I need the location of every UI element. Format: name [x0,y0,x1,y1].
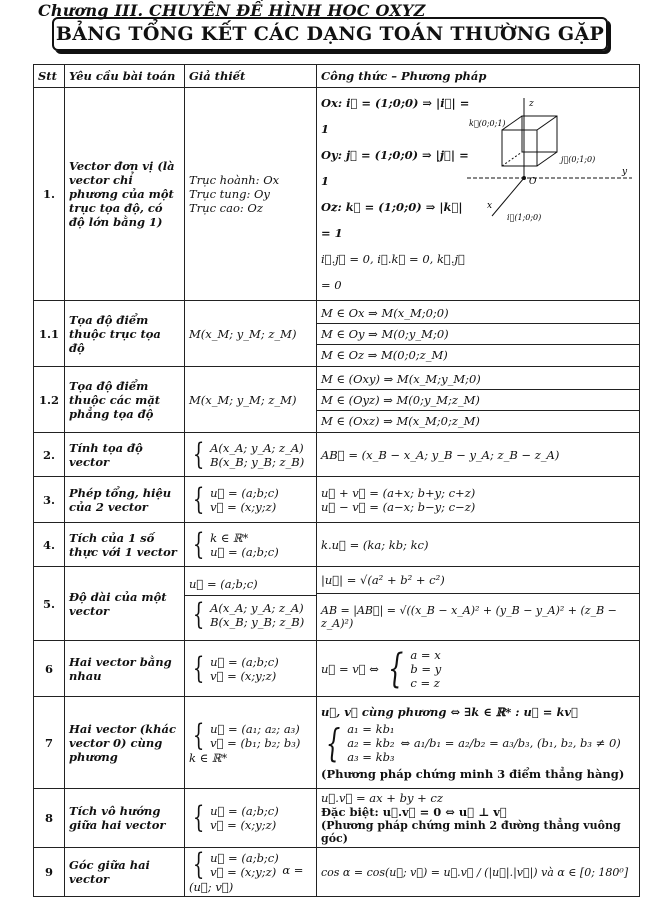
formula: M ∈ (Oyz) ⇒ M(0;y_M;z_M) [317,390,639,411]
formula: b = y [410,661,442,676]
table-row [34,477,640,523]
col-header-given: Giả thiết [185,65,317,88]
formula: u⃗ + v⃗ = (a+x; b+y; c+z) [321,485,476,500]
given: M(x_M; y_M; z_M) [185,301,317,367]
requirement: Tọa độ điểm thuộc các mặt phẳng tọa độ [65,367,185,433]
row-number: 1. [34,88,65,301]
axis-label-z: z [529,99,534,109]
requirement: Hai vector (khác vector 0) cùng phương [65,697,185,789]
formula: cos α = cos(u⃗; v⃗) = u⃗.v⃗ / (|u⃗|.|v⃗|) và α ∈ [0; 180⁰] [317,848,640,897]
given-line: k ∈ ℝ* [210,530,249,545]
formula: M ∈ Ox ⇒ M(x_M;0;0) [317,303,639,324]
given: { u⃗ = (a;b;c) v⃗ = (x;y;z) [185,789,317,848]
given-line: v⃗ = (x;y;z) [210,818,277,832]
requirement: Góc giữa hai vector [65,848,185,897]
formula: Đặc biệt: u⃗.v⃗ = 0 ⇔ u⃗ ⊥ v⃗ [321,805,507,819]
formula: Oy: j⃗ = (1;0;0) ⇒ |j⃗| = 1 [321,148,469,188]
formula-cell [317,567,640,641]
table-row [34,641,640,697]
given: { u⃗ = (a₁; a₂; a₃) v⃗ = (b₁; b₂; b₃) k ∈ ℝ* [185,697,317,789]
requirement: Tích vô hướng giữa hai vector [65,789,185,848]
given: { k ∈ ℝ* u⃗ = (a;b;c) [185,523,317,567]
given-line: u⃗ = (a;b;c) [210,851,279,865]
requirement: Tính tọa độ vector [65,433,185,477]
given-line: u⃗ = (a;b;c) [210,654,279,669]
given-line: A(x_A; y_A; z_A) [210,601,304,615]
formula: u⃗ = v⃗ ⇔ [321,661,379,676]
formula-note: (Phương pháp chứng minh 2 đường thẳng vuông góc) [321,819,621,845]
given-line: Trục tung: Oy [189,187,270,201]
formula: AB = |AB⃗| = √((x_B − x_A)² + (y_B − y_A)² + (z_B − z_A)²) [321,604,617,630]
given-line: Trục cao: Oz [189,201,263,215]
given-line: v⃗ = (x;y;z) [210,499,277,514]
formula-cell [317,301,640,367]
formula: i⃗.j⃗ = 0, i⃗.k⃗ = 0, k⃗.j⃗ = 0 [321,252,465,292]
formula-cell [317,88,640,301]
given [185,88,317,301]
i-label: i⃗(1;0;0) [507,213,542,222]
requirement: Phép tổng, hiệu của 2 vector [65,477,185,523]
j-label: j⃗(0;1;0) [561,155,596,164]
formula: M ∈ Oy ⇒ M(0;y_M;0) [317,324,639,345]
formula-cell [317,477,640,523]
formula: k.u⃗ = (ka; kb; kc) [317,523,640,567]
formula: u⃗, v⃗ cùng phương ⇔ ∃k ∈ ℝ* : u⃗ = kv⃗ [321,704,578,719]
given: { u⃗ = (a;b;c) v⃗ = (x;y;z) [185,477,317,523]
formula-cell: u⃗, v⃗ cùng phương ⇔ ∃k ∈ ℝ* : u⃗ = kv⃗ { a₁ = kb₁ a₂ = kb₂ a₃ = kb₃ ⇔ a₁/b₁ = a₂/b₂ = a₃/b₃, (b₁, b₂, b₃ ≠ 0) (Phương pháp chứng minh 3 điểm thẳng hàng) [317,697,640,789]
row-number: 1.2 [34,367,65,433]
requirement: Tích của 1 số thực với 1 vector [65,523,185,567]
axis-label-x: x [487,201,493,211]
row-number: 8 [34,789,65,848]
given-line: u⃗ = (a₁; a₂; a₃) [210,721,300,736]
table-row [34,697,640,789]
formula: |u⃗| = √(a² + b² + c²) [317,567,639,594]
row-number: 6 [34,641,65,697]
requirement: Hai vector bằng nhau [65,641,185,697]
requirement: Tọa độ điểm thuộc trục tọa độ [65,301,185,367]
table-row [34,367,640,433]
requirement: Độ dài của một vector [65,567,185,641]
formula: M ∈ (Oxy) ⇒ M(x_M;y_M;0) [317,369,639,390]
row-number: 1.1 [34,301,65,367]
given-line: v⃗ = (x;y;z) [210,865,277,879]
row-number: 4. [34,523,65,567]
formula: Ox: i⃗ = (1;0;0) ⇒ |i⃗| = 1 [321,96,470,136]
formula: a₃ = kb₃ [347,749,395,764]
given-line: A(x_A; y_A; z_A) [210,440,304,455]
origin-label: O [529,177,537,187]
k-label: k⃗(0;0;1) [469,119,506,128]
table-row [34,567,640,641]
given-line: v⃗ = (b₁; b₂; b₃) [210,735,301,750]
formula: u⃗.v⃗ = ax + by + cz [321,791,443,805]
formula-cell [317,789,640,848]
given-line: u⃗ = (a;b;c) [210,485,279,500]
formula: M ∈ (Oxz) ⇒ M(x_M;0;z_M) [321,413,480,428]
formula: AB⃗ = (x_B − x_A; y_B − y_A; z_B − z_A) [317,433,640,477]
given: M(x_M; y_M; z_M) [185,367,317,433]
given: u⃗ = (a;b;c) { A(x_A; y_A; z_A) B(x_B; y_B; z_B) [185,567,317,641]
given-line: u⃗ = (a;b;c) [185,573,316,596]
col-header-requirement: Yêu cầu bài toán [65,65,185,88]
row-number: 7 [34,697,65,789]
formula: ⇔ a₁/b₁ = a₂/b₂ = a₃/b₃, (b₁, b₂, b₃ ≠ 0) [400,735,621,750]
given-line: B(x_B; y_B; z_B) [210,454,305,469]
given: { A(x_A; y_A; z_A) B(x_B; y_B; z_B) [185,433,317,477]
given: { u⃗ = (a;b;c) v⃗ = (x;y;z) α = (u⃗; v⃗) [185,848,317,897]
page-title: BẢNG TỔNG KẾT CÁC DẠNG TOÁN THƯỜNG GẶP [55,23,605,45]
formula: Oz: k⃗ = (1;0;0) ⇒ |k⃗| = 1 [321,200,463,240]
chapter-heading: Chương III. CHUYÊN ĐỀ HÌNH HỌC OXYZ [38,1,426,20]
formula: c = z [410,675,440,690]
given-line: k ∈ ℝ* [189,750,228,765]
row-number: 9 [34,848,65,897]
given-line: Trục hoành: Ox [189,173,280,187]
formula: a = x [410,647,441,662]
given-line: B(x_B; y_B; z_B) [210,615,305,629]
given-line: u⃗ = (a;b;c) [210,544,279,559]
table-row [34,301,640,367]
given: { u⃗ = (a;b;c) v⃗ = (x;y;z) [185,641,317,697]
given-line: α = (u⃗; v⃗) [189,863,304,894]
col-header-stt: Stt [34,65,65,88]
axes-figure [467,88,637,224]
row-number: 3. [34,477,65,523]
formula: M ∈ Oz ⇒ M(0;0;z_M) [321,347,448,362]
table-row [34,88,640,301]
row-number: 2. [34,433,65,477]
summary-table [33,64,640,897]
title-box [52,17,608,51]
table-row [34,433,640,477]
table-row [34,523,640,567]
axis-label-y: y [622,167,628,177]
col-header-formula: Công thức – Phương pháp [317,65,640,88]
formula: u⃗ − v⃗ = (a−x; b−y; c−z) [321,499,476,514]
formula-cell [317,367,640,433]
given-line: u⃗ = (a;b;c) [210,804,279,818]
header-row [34,65,640,88]
given-line: v⃗ = (x;y;z) [210,668,277,683]
formula-note: (Phương pháp chứng minh 3 điểm thẳng hàng) [321,766,625,781]
row-number: 5. [34,567,65,641]
table-row [34,789,640,848]
formula: a₂ = kb₂ [347,735,395,750]
formula-cell: u⃗ = v⃗ ⇔ { a = x b = y c = z [317,641,640,697]
requirement: Vector đơn vị (là vector chỉ phương của một trục tọa độ, có độ lớn bằng 1) [65,88,185,301]
formula: a₁ = kb₁ [347,721,395,736]
table-row [34,848,640,897]
